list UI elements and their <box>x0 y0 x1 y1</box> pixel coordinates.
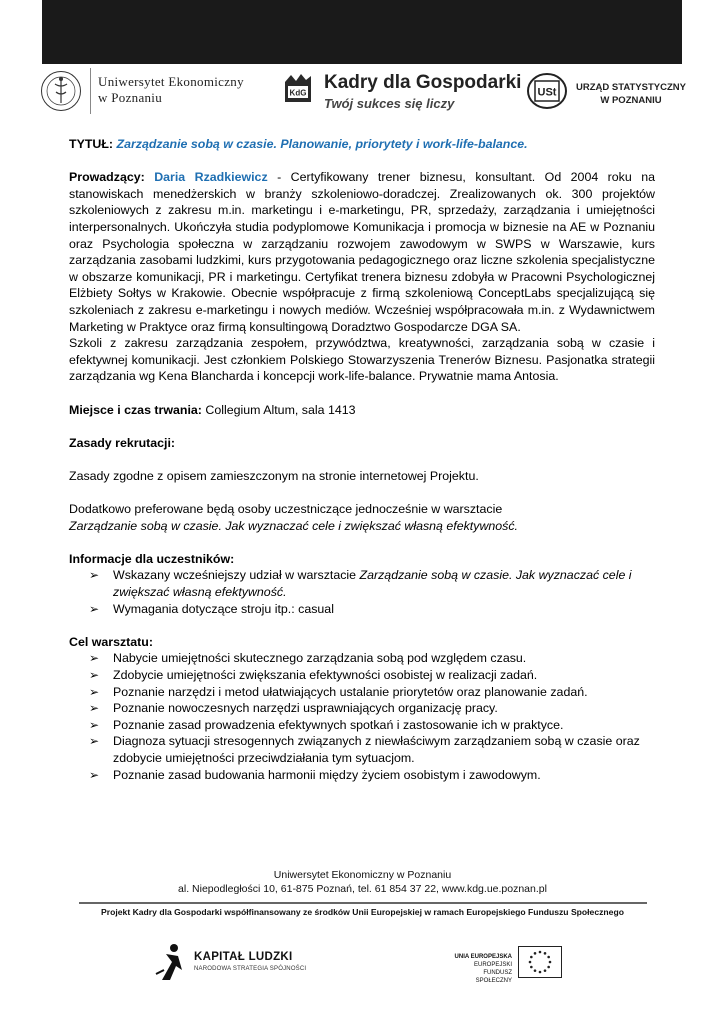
arrow-bullet-icon: ➢ <box>89 684 100 699</box>
urzad-logo-text: USt <box>537 86 557 99</box>
location-label: Miejsce i czas trwania: <box>69 402 202 417</box>
arrow-bullet-icon: ➢ <box>89 668 100 682</box>
title-value: Zarządzanie sobą w czasie. Planowanie, priorytety i work-life-balance. <box>116 137 528 151</box>
list-item: ➢ Wskazany wcześniejszy udział w warsztacie Zarządzanie sobą w czasie. Jak wyznaczać cele i zwiększać własną efektywność. <box>89 568 632 600</box>
list-item: ➢ Poznanie narzędzi i metod ułatwiających ustalanie priorytetów oraz planowanie zadań. <box>89 684 588 699</box>
urzad-statystyczny-logo <box>526 72 568 110</box>
university-seal-logo <box>40 70 82 112</box>
university-name: Uniwersytet Ekonomiczny w Poznaniu <box>98 74 244 105</box>
recruitment-text-1: Zasady zgodne z opisem zamieszczonym na stronie internetowej Projektu. <box>69 468 479 483</box>
recruitment-text-2: Dodatkowo preferowane będą osoby uczestniczące jednocześnie w warsztacie <box>69 502 503 517</box>
list-item: ➢ Nabycie umiejętności skutecznego zarządzania sobą pod względem czasu. <box>89 651 527 666</box>
kapital-ludzki-name: KAPITAŁ LUDZKI <box>194 951 293 963</box>
eu-star <box>544 952 547 955</box>
arrow-bullet-icon: ➢ <box>89 734 100 749</box>
goals-heading: Cel warsztatu: <box>69 634 153 649</box>
list-item: ➢ Wymagania dotyczące stroju itp.: casual <box>89 601 334 616</box>
trainer-label: Prowadzący: <box>69 170 145 185</box>
kdg-logo <box>282 72 314 112</box>
location-line <box>69 402 655 419</box>
kapital-ludzki-logo <box>152 940 188 984</box>
trainer-name: Daria Rzadkiewicz <box>154 170 268 185</box>
kdg-slogan: Twój sukces się liczy <box>324 96 455 111</box>
title-line <box>69 136 655 153</box>
eu-star <box>534 969 537 972</box>
list-item: ➢ Poznanie nowoczesnych narzędzi usprawniających organizację pracy. <box>89 701 498 716</box>
kdg-title: Kadry dla Gospodarki <box>324 72 522 93</box>
footer-address: Uniwersytet Ekonomiczny w Poznaniu al. Niepodległości 10, 61-875 Poznań, tel. 61 854 37 22, www.kdg.ue.poznan.pl <box>178 869 547 895</box>
title-label: TYTUŁ: <box>69 137 114 151</box>
recruitment-text-3: Zarządzanie sobą w czasie. Jak wyznaczać cele i zwiększać własną efektywność. <box>69 518 519 533</box>
eu-star <box>539 951 542 954</box>
eu-star <box>544 969 547 972</box>
document-body <box>69 136 655 783</box>
list-item: ➢ Poznanie zasad prowadzenia efektywnych spotkań i zastosowanie ich w praktyce. <box>89 717 564 732</box>
eu-star <box>530 956 533 959</box>
kdg-logo-text: KdG <box>289 88 307 98</box>
eu-star <box>547 956 550 959</box>
arrow-bullet-icon: ➢ <box>89 651 100 666</box>
location-value: Collegium Altum, sala 1413 <box>201 402 356 417</box>
eu-star <box>539 971 542 974</box>
list-item: ➢ Diagnoza sytuacji stresogennych związanych z niewłaściwym zarządzaniem sobą w czasie oraz zdobycie umiejętności przeciwdziałania tym sytuacjom. <box>89 734 640 765</box>
arrow-bullet-icon: ➢ <box>89 717 100 732</box>
eu-star <box>529 961 532 964</box>
eu-star <box>549 961 552 964</box>
arrow-bullet-icon: ➢ <box>89 601 100 616</box>
eu-star <box>534 952 537 955</box>
eu-label: UNIA EUROPEJSKA EUROPEJSKI FUNDUSZ SPOŁECZNY <box>454 954 512 984</box>
trainer-bio-2: Szkoli z zakresu zarządzania zespołem, przywództwa, kreatywności, zarządzania sobą w czasie i efektywnej komunikacji. Jest członkiem Polskiego Stowarzyszenia Trenerów Biznesu. Pasjonatka strategii zarządzania wg Kena Blancharda i koncepcji work-life-balance. Prywatnie mama Antosia. <box>69 336 655 384</box>
arrow-bullet-icon: ➢ <box>89 701 100 716</box>
participants-heading: Informacje dla uczestników: <box>69 551 235 566</box>
goals-list <box>69 650 655 783</box>
eu-flag-icon <box>518 946 562 978</box>
arrow-bullet-icon: ➢ <box>89 767 100 782</box>
eu-star <box>530 966 533 969</box>
list-item: ➢ Zdobycie umiejętności zwiększania efektywności osobistej w realizacji zadań. <box>89 668 538 682</box>
kapital-ludzki-subtitle: NARODOWA STRATEGIA SPÓJNOŚCI <box>194 966 307 972</box>
arrow-bullet-icon: ➢ <box>89 568 100 583</box>
page-header <box>38 66 688 126</box>
footer-project-note: Projekt Kadry dla Gospodarki współfinansowany ze środków Unii Europejskiej w ramach Europejskiego Funduszu Społecznego <box>101 907 624 917</box>
top-black-band <box>42 0 682 64</box>
footer-divider <box>79 902 647 904</box>
urzad-statystyczny-name: URZĄD STATYSTYCZNY W POZNANIU <box>576 82 686 106</box>
trainer-bio: - Certyfikowany trener biznesu, konsultant. Od 2004 roku na stanowiskach menedżerskich w branży szkoleniowo-doradczej. Zrealizowanych ok. 300 projektów szkoleniowych z zakresu m.in. marketingu i e-marketingu, PR, sprzedaży, zarządzania i umiejętności interpersonalnych. Ukończyła studia podyplomowe Komunikacja i promocja w biznesie na AE w Poznaniu oraz Psychologia społeczna w zarządzaniu rozwojem zawodowym w SWPS w Warszawie, kurs zarządzania zasobami ludzkimi, kurs przygotowania pedagogicznego oraz liczne szkolenia specjalistyczne w obszarze komunikacji, PR i marketingu. Certyfikat trenera biznesu zdobyła w Pracowni Psychologicznej Elżbiety Sołtys w Krakowie. Obecnie współpracuje z firmą szkoleniową ConceptLabs specjalizującą się szkoleniach z zakresu e-marketingu i nowych mediów. Wcześniej współpracowała m.in. z Wydawnictwem Marketing w Praktyce oraz firmą konsultingową Doradztwo Gospodarcze DGA SA. <box>69 170 655 334</box>
university-divider <box>90 68 91 114</box>
eu-star <box>547 966 550 969</box>
recruitment-heading: Zasady rekrutacji: <box>69 435 176 450</box>
participants-list <box>69 567 655 617</box>
list-item: ➢ Poznanie zasad budowania harmonii między życiem osobistym i zawodowym. <box>89 767 541 782</box>
trainer-paragraph <box>69 169 655 335</box>
